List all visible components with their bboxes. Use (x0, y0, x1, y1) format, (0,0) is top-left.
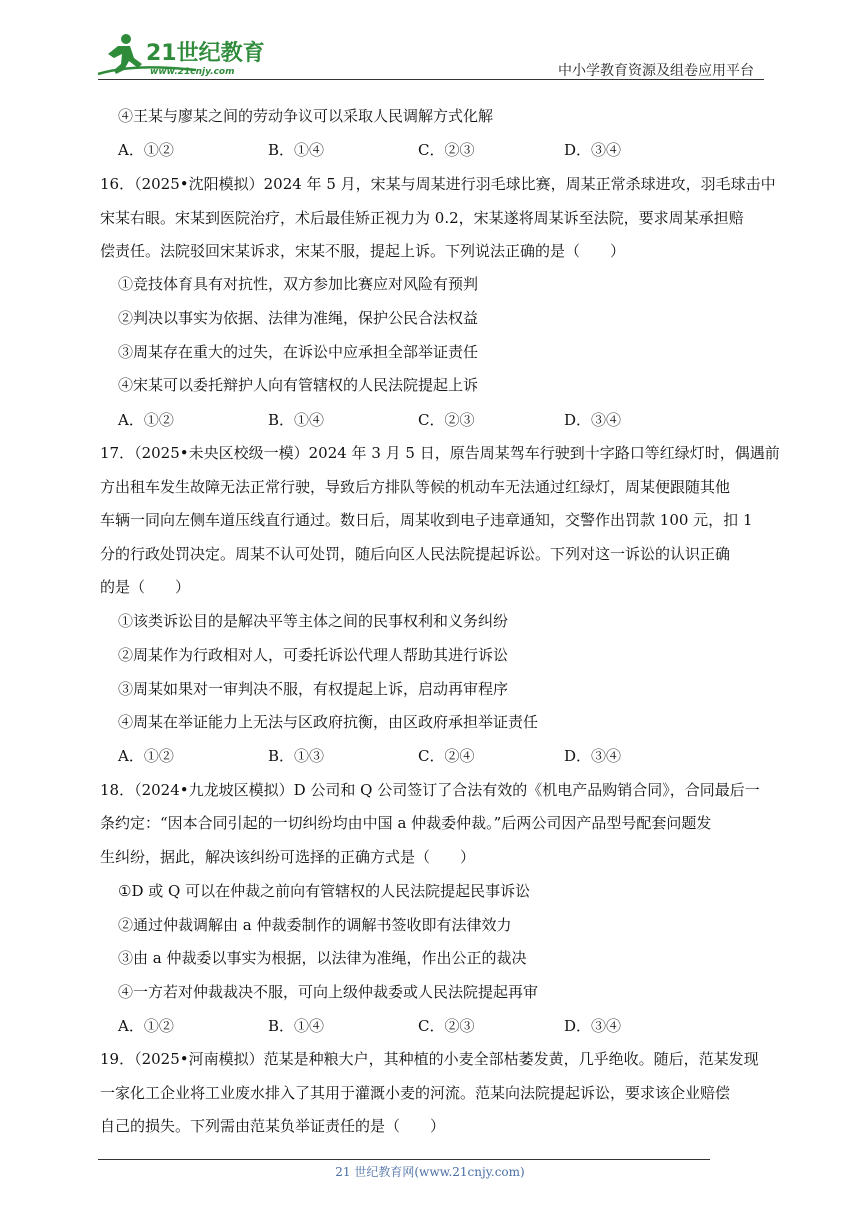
q18-line: 18．（2024•九龙坡区模拟）D 公司和 Q 公司签订了合法有效的《机电产品购销合同》，合同最后一 (100, 781, 760, 799)
q17-item-2: ②周某作为行政相对人，可委托诉讼代理人帮助其进行诉讼 (118, 646, 509, 664)
q17-item-3: ③周某如果对一审判决不服，有权提起上诉，启动再审程序 (118, 680, 509, 698)
option-b: B．①④ (268, 141, 325, 159)
option-a: A．①② (118, 1017, 174, 1035)
q19-line: 自己的损失。下列需由范某负举证责任的是（ ） (100, 1117, 446, 1135)
q16-line: 宋某右眼。宋某到医院治疗，术后最佳矫正视力为 0.2，宋某遂将周某诉至法院，要求周某承担赔 (100, 209, 744, 227)
option-d: D．③④ (564, 411, 622, 429)
q16-line: 16．（2025•沈阳模拟）2024 年 5 月，宋某与周某进行羽毛球比赛，周某正常杀球进攻，羽毛球击中 (100, 175, 776, 193)
option-a: A．①② (118, 747, 174, 765)
q16-line: 偿责任。法院驳回宋某诉求，宋某不服，提起上诉。下列说法正确的是（ ） (100, 242, 626, 260)
q16-item-3: ③周某存在重大的过失，在诉讼中应承担全部举证责任 (118, 343, 479, 361)
option-d: D．③④ (564, 141, 622, 159)
svg-text:21世纪教育: 21世纪教育 (146, 41, 265, 66)
option-b: B．①④ (268, 411, 325, 429)
svg-text:www.21cnjy.com: www.21cnjy.com (150, 67, 235, 77)
option-d: D．③④ (564, 1017, 622, 1035)
q18-item-2: ②通过仲裁调解由 a 仲裁委制作的调解书签收即有法律效力 (118, 916, 512, 934)
header-divider (98, 79, 764, 80)
option-b: B．①③ (268, 747, 325, 765)
q16-options (118, 410, 678, 430)
q17-line: 分的行政处罚决定。周某不认可处罚，随后向区人民法院提起诉讼。下列对这一诉讼的认识正确 (100, 545, 731, 563)
prev-item-4: ④王某与廖某之间的劳动争议可以采取人民调解方式化解 (118, 107, 494, 125)
option-d: D．③④ (564, 747, 622, 765)
footer-divider (98, 1159, 710, 1160)
q19-line: 19．（2025•河南模拟）范某是种粮大户，其种植的小麦全部枯萎发黄，几乎绝收。随后，范某发现 (100, 1050, 759, 1068)
q18-line: 条约定：“因本合同引起的一切纠纷均由中国 a 仲裁委仲裁。”后两公司因产品型号配套问题发 (100, 814, 712, 832)
q17-item-4: ④周某在举证能力上无法与区政府抗衡，由区政府承担举证责任 (118, 713, 539, 731)
q18-options (118, 1016, 678, 1036)
page-footer: 21 世纪教育网(www.21cnjy.com) (335, 1165, 525, 1179)
q18-line: 生纠纷，据此，解决该纠纷可选择的正确方式是（ ） (100, 848, 476, 866)
q18-item-4: ④一方若对仲裁裁决不服，可向上级仲裁委或人民法院提起再审 (118, 983, 539, 1001)
q17-line: 车辆一同向左侧车道压线直行通过。数日后，周某收到电子违章通知，交警作出罚款 100 元，扣 1 (100, 511, 753, 529)
option-c: C．②③ (418, 411, 475, 429)
q16-item-2: ②判决以事实为依据、法律为准绳，保护公民合法权益 (118, 309, 479, 327)
platform-title: 中小学教育资源及组卷应用平台 (558, 63, 754, 79)
q17-line: 方出租车发生故障无法正常行驶，导致后方排队等候的机动车无法通过红绿灯，周某便跟随其他 (100, 478, 731, 496)
prev-options (118, 140, 678, 160)
page-header (0, 0, 860, 92)
option-c: C．②③ (418, 1017, 475, 1035)
option-b: B．①④ (268, 1017, 325, 1035)
q18-item-1: ①D 或 Q 可以在仲裁之前向有管辖权的人民法院提起民事诉讼 (118, 882, 531, 900)
option-a: A．①② (118, 141, 174, 159)
q17-item-1: ①该类诉讼目的是解决平等主体之间的民事权利和义务纠纷 (118, 612, 509, 630)
q16-item-1: ①竞技体育具有对抗性，双方参加比赛应对风险有预判 (118, 275, 479, 293)
q16-item-4: ④宋某可以委托辩护人向有管辖权的人民法院提起上诉 (118, 376, 479, 394)
site-logo (96, 30, 266, 80)
q19-line: 一家化工企业将工业废水排入了其用于灌溉小麦的河流。范某向法院提起诉讼，要求该企业赔偿 (100, 1084, 731, 1102)
option-a: A．①② (118, 411, 174, 429)
option-c: C．②③ (418, 141, 475, 159)
q17-line: 的是（ ） (100, 578, 191, 596)
q18-item-3: ③由 a 仲裁委以事实为根据，以法律为准绳，作出公正的裁决 (118, 949, 527, 967)
q17-options (118, 746, 678, 766)
option-c: C．②④ (418, 747, 475, 765)
q17-line: 17．（2025•未央区校级一模）2024 年 3 月 5 日，原告周某驾车行驶到十字路口等红绿灯时，偶遇前 (100, 444, 780, 462)
